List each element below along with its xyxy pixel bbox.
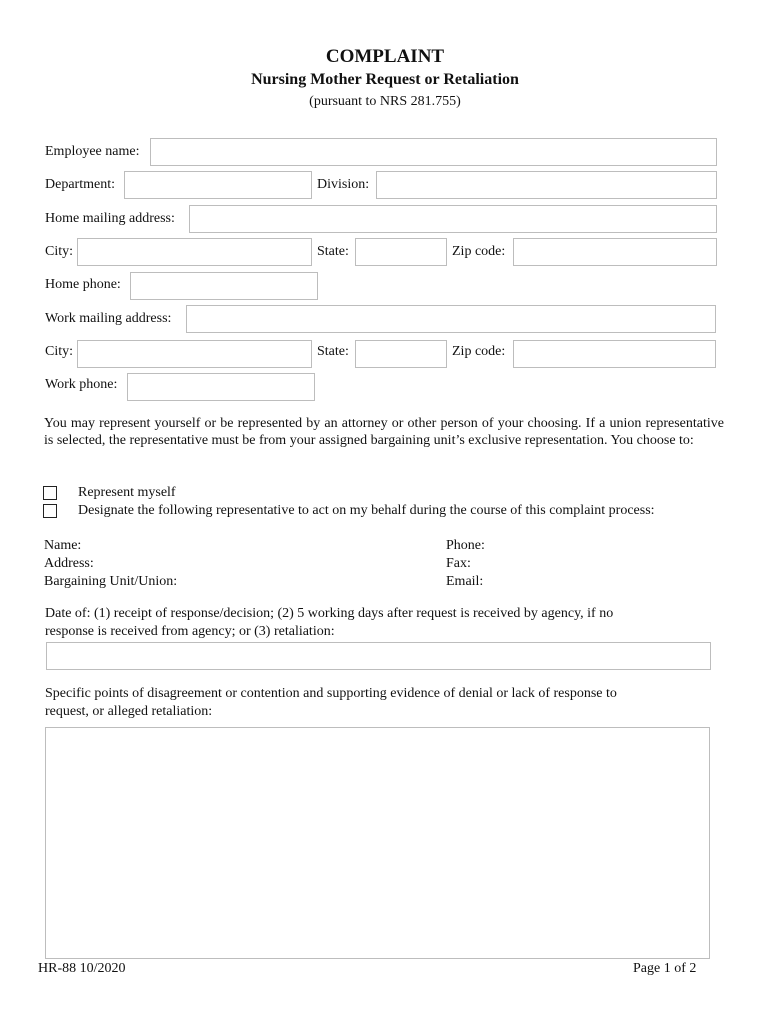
employee-name-label: Employee name: xyxy=(45,144,140,159)
work-zip-label: Zip code: xyxy=(452,344,506,359)
home-phone-input[interactable] xyxy=(130,272,318,300)
rep-union-label: Bargaining Unit/Union: xyxy=(44,574,178,589)
rep-email-label: Email: xyxy=(446,574,484,589)
form-subtitle: Nursing Mother Request or Retaliation xyxy=(251,71,519,88)
form-id: HR-88 10/2020 xyxy=(38,961,126,976)
specific-points-textarea[interactable] xyxy=(45,727,710,959)
date-of-label-line2: response is received from agency; or (3) retaliation: xyxy=(45,624,335,639)
date-of-input[interactable] xyxy=(46,642,711,670)
home-city-label: City: xyxy=(45,244,74,259)
home-address-label: Home mailing address: xyxy=(45,211,175,226)
specific-points-label-line2: request, or alleged retaliation: xyxy=(45,704,213,719)
work-phone-input[interactable] xyxy=(127,373,315,401)
represent-myself-checkbox[interactable] xyxy=(43,486,57,500)
home-state-input[interactable] xyxy=(355,238,447,266)
work-city-label: City: xyxy=(45,344,74,359)
designate-representative-label: Designate the following representative to act on my behalf during the course of this complaint process: xyxy=(78,503,655,518)
representation-paragraph: You may represent yourself or be represented by an attorney or other person of your choosing. If a union representative is selected, the representative must be from your assigned bargaining unit’s exclusive representation. You choose to: xyxy=(44,416,724,448)
home-zip-label: Zip code: xyxy=(452,244,506,259)
home-phone-label: Home phone: xyxy=(45,277,121,292)
work-address-input[interactable] xyxy=(186,305,716,333)
date-of-label-line1: Date of: (1) receipt of response/decision; (2) 5 working days after request is received by agency, if no xyxy=(45,606,614,621)
rep-address-label: Address: xyxy=(44,556,94,571)
work-address-label: Work mailing address: xyxy=(45,311,172,326)
designate-representative-checkbox[interactable] xyxy=(43,504,57,518)
department-input[interactable] xyxy=(124,171,312,199)
rep-name-label: Name: xyxy=(44,538,82,553)
division-input[interactable] xyxy=(376,171,717,199)
work-zip-input[interactable] xyxy=(513,340,716,368)
represent-myself-label: Represent myself xyxy=(78,485,176,500)
home-city-input[interactable] xyxy=(77,238,312,266)
work-state-input[interactable] xyxy=(355,340,447,368)
work-state-label: State: xyxy=(317,344,349,359)
employee-name-input[interactable] xyxy=(150,138,717,166)
form-title: COMPLAINT xyxy=(325,46,445,67)
home-address-input[interactable] xyxy=(189,205,717,233)
home-zip-input[interactable] xyxy=(513,238,717,266)
specific-points-label-line1: Specific points of disagreement or contention and supporting evidence of denial or lack of response to xyxy=(45,686,617,701)
page-number: Page 1 of 2 xyxy=(633,961,697,976)
work-phone-label: Work phone: xyxy=(45,377,118,392)
home-state-label: State: xyxy=(317,244,349,259)
statute-reference: (pursuant to NRS 281.755) xyxy=(309,94,461,109)
rep-fax-label: Fax: xyxy=(446,556,471,571)
rep-phone-label: Phone: xyxy=(446,538,485,553)
work-city-input[interactable] xyxy=(77,340,312,368)
department-label: Department: xyxy=(45,177,115,192)
division-label: Division: xyxy=(317,177,370,192)
